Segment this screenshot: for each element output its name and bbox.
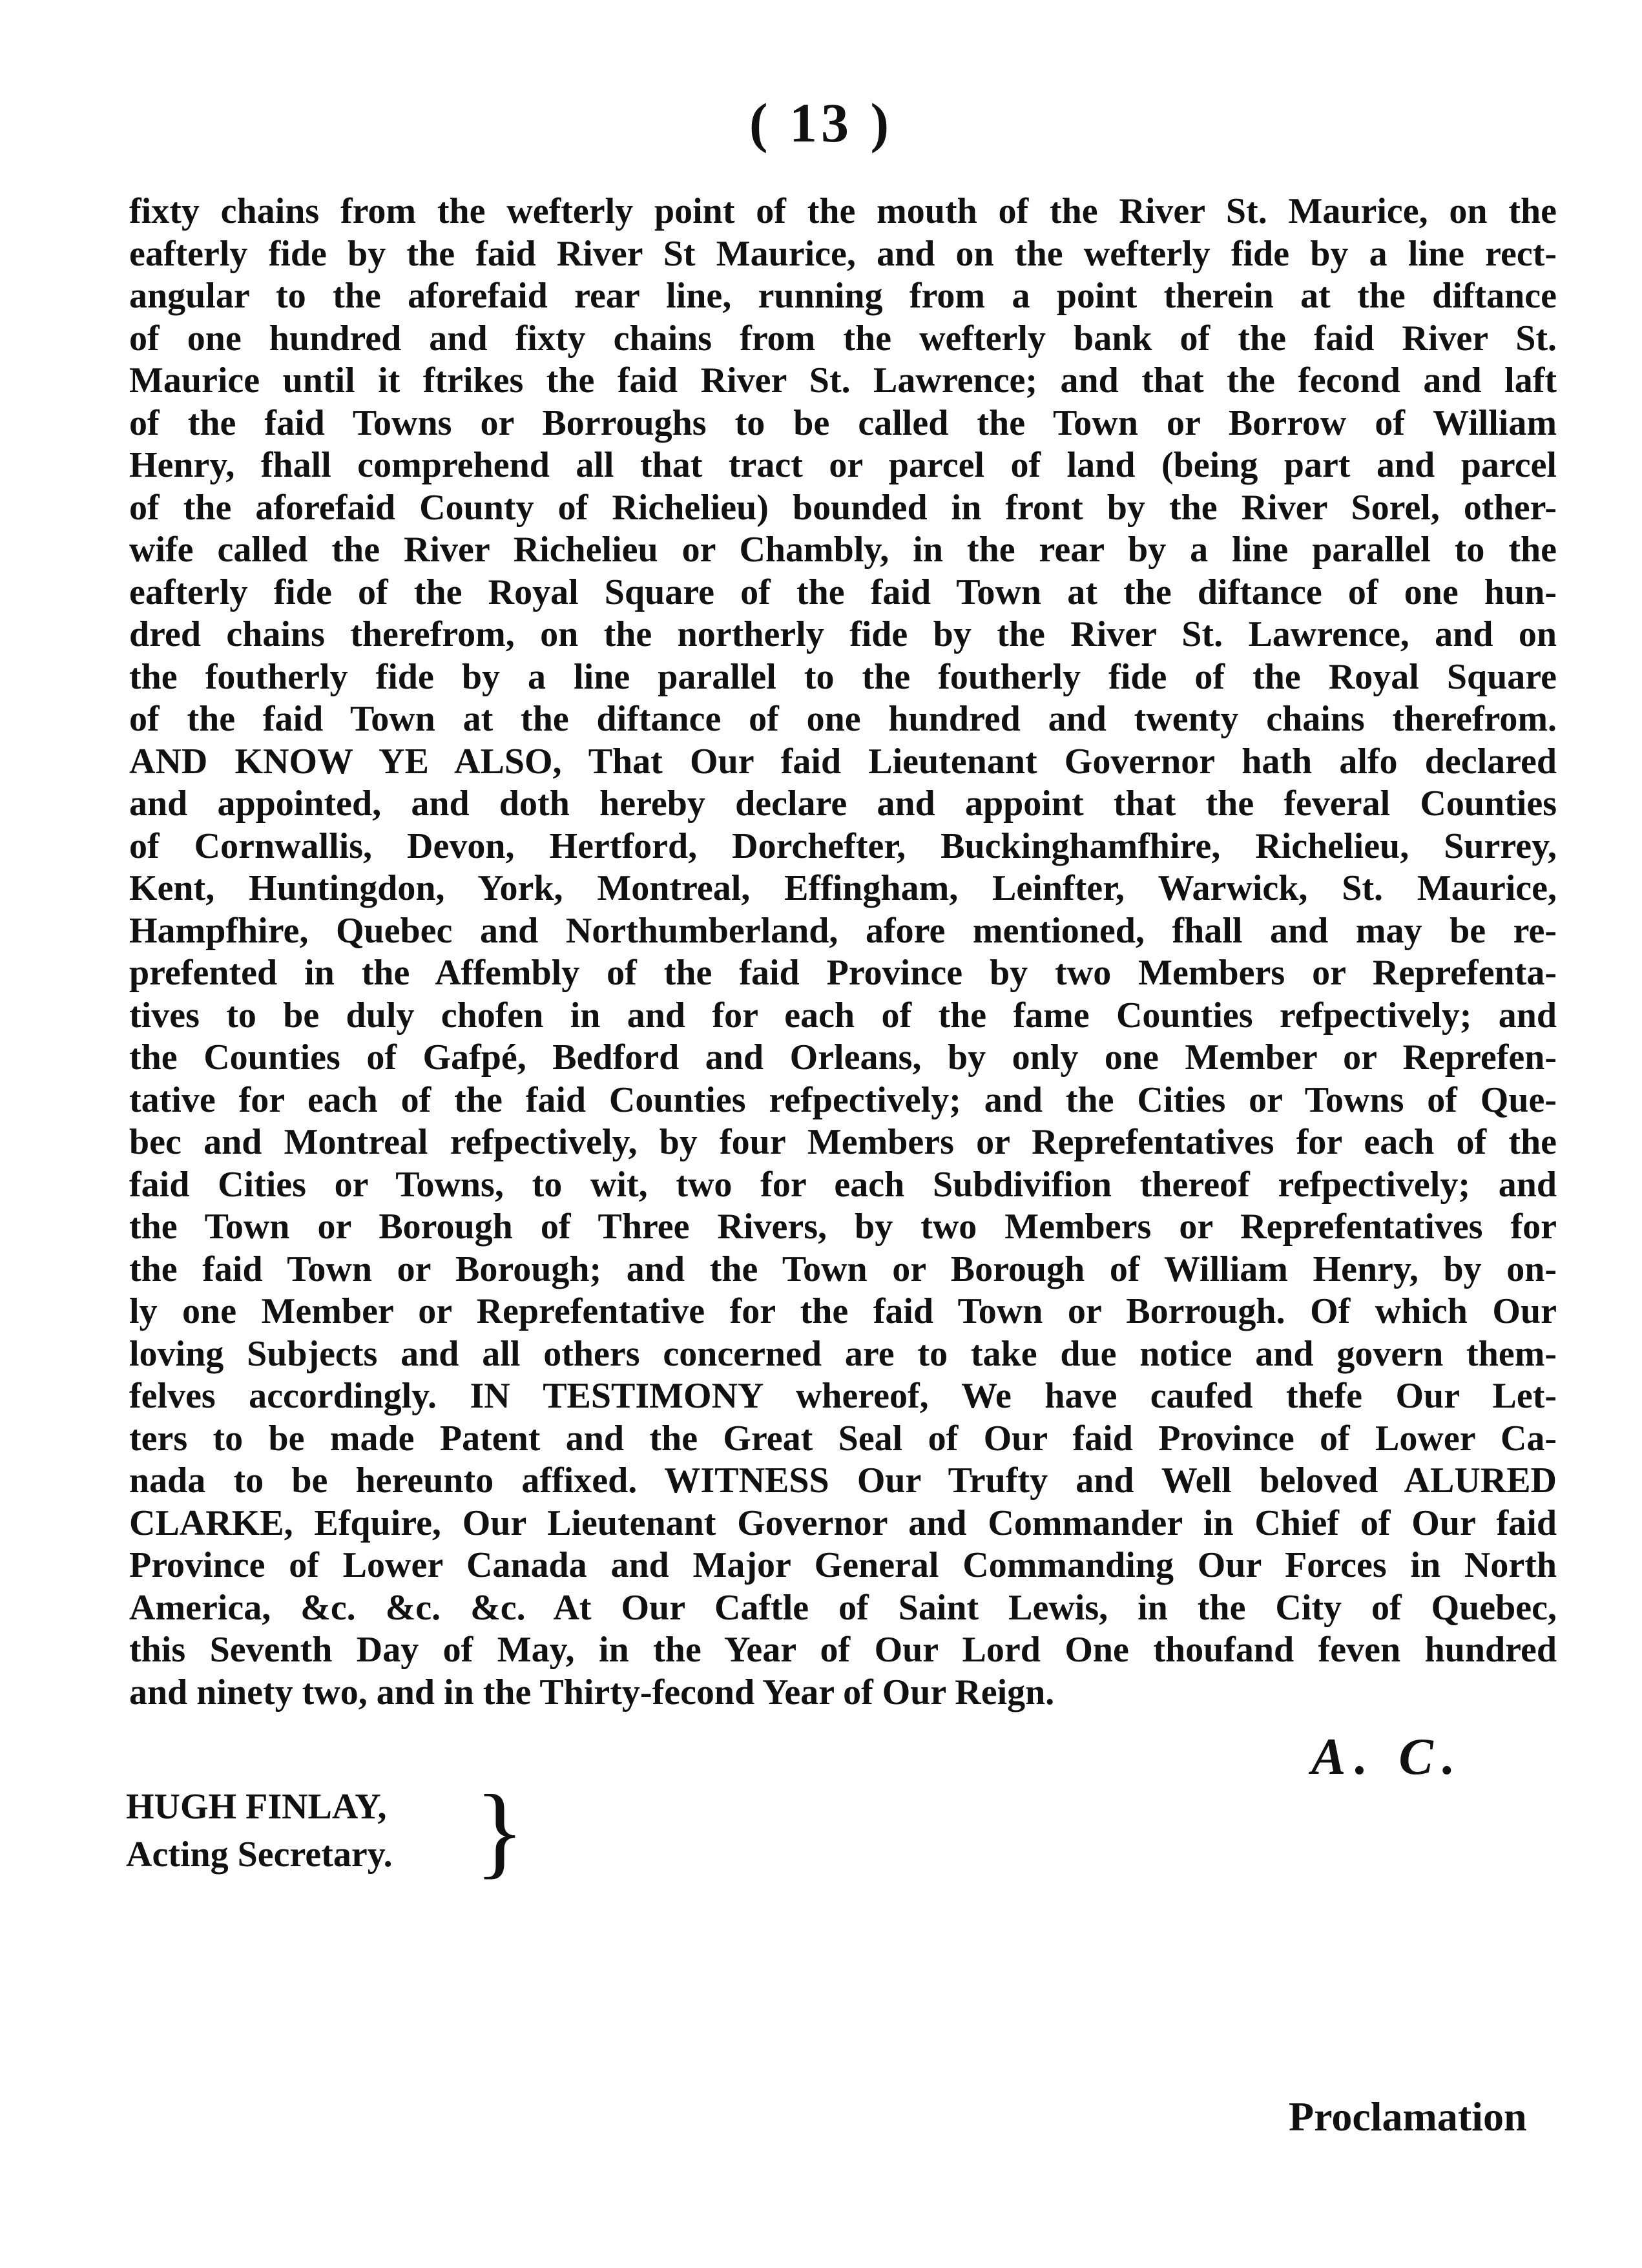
body-line: loving Subjects and all others concerned are to take due notice and govern them- [129,1333,1557,1374]
body-line: CLARKE, Efquire, Our Lieutenant Governor and Commander in Chief of Our faid [129,1503,1557,1543]
body-line: and ninety two, and in the Thirty-fecond Year of Our Reign. [129,1672,1055,1712]
signatory-title: Acting Secretary. [126,1835,393,1875]
body-line: this Seventh Day of May, in the Year of Our Lord One thoufand feven hundred [129,1630,1557,1670]
body-line: tives to be duly chofen in and for each of the fame Counties refpectively; and [129,995,1557,1035]
body-line: Hampfhire, Quebec and Northumberland, afore mentioned, fhall and may be re- [129,910,1557,951]
body-line: fixty chains from the wefterly point of the mouth of the River St. Maurice, on the [129,191,1557,231]
body-line: of the faid Town at the diftance of one hundred and twenty chains therefrom. [129,699,1557,739]
proclamation-body-text [129,191,1557,1714]
initials-signature: A. C. [1311,1729,1464,1785]
body-line: and appointed, and doth hereby declare and appoint that the feveral Counties [129,784,1557,824]
signatory-block [126,1773,525,1888]
body-line: of one hundred and fixty chains from the wefterly bank of the faid River St. [129,318,1557,359]
body-line: the foutherly fide by a line parallel to the foutherly fide of the Royal Square [129,656,1557,697]
body-line: Province of Lower Canada and Major General Commanding Our Forces in North [129,1545,1557,1585]
body-line: ters to be made Patent and the Great Seal of Our faid Province of Lower Ca- [129,1418,1557,1459]
body-line: bec and Montreal refpectively, by four Members or Reprefentatives for each of the [129,1122,1557,1162]
body-line: Kent, Huntingdon, York, Montreal, Effingham, Leinfter, Warwick, St. Maurice, [129,868,1557,908]
body-line: of the faid Towns or Borroughs to be called the Town or Borrow of William [129,402,1557,443]
body-line: wife called the River Richelieu or Chambly, in the rear by a line parallel to the [129,530,1557,570]
body-line: nada to be hereunto affixed. WITNESS Our Trufty and Well beloved ALURED [129,1461,1557,1501]
signatory-name: HUGH FINLAY, [126,1787,387,1827]
body-line: felves accordingly. IN TESTIMONY whereof, We have caufed thefe Our Let- [129,1376,1557,1416]
body-line: Henry, fhall comprehend all that tract or parcel of land (being part and parcel [129,445,1557,485]
body-line: faid Cities or Towns, to wit, two for each Subdivifion thereof refpectively; and [129,1164,1557,1205]
body-line: AND KNOW YE ALSO, That Our faid Lieutenant Governor hath alfo declared [129,741,1557,782]
body-line: tative for each of the faid Counties refpectively; and the Cities or Towns of Que- [129,1079,1557,1120]
body-line: the faid Town or Borough; and the Town or Borough of William Henry, by on- [129,1249,1557,1289]
body-line: dred chains therefrom, on the northerly fide by the River St. Lawrence, and on [129,614,1557,654]
catchword: Proclamation [1289,2094,1527,2139]
body-line: eafterly fide of the Royal Square of the faid Town at the diftance of one hun- [129,572,1557,612]
body-line: prefented in the Affembly of the faid Province by two Members or Reprefenta- [129,953,1557,993]
body-line: of the aforefaid County of Richelieu) bounded in front by the River Sorel, other- [129,487,1557,528]
body-line: the Town or Borough of Three Rivers, by two Members or Reprefentatives for [129,1207,1557,1247]
body-line: Maurice until it ftrikes the faid River St. Lawrence; and that the fecond and laft [129,360,1557,401]
body-line: of Cornwallis, Devon, Hertford, Dorchefter, Buckinghamfhire, Richelieu, Surrey, [129,826,1557,866]
body-line: angular to the aforefaid rear line, running from a point therein at the diftance [129,276,1557,316]
body-line: the Counties of Gafpé, Bedford and Orleans, by only one Member or Reprefen- [129,1037,1557,1077]
body-line: eafterly fide by the faid River St Maurice, and on the wefterly fide by a line rect- [129,233,1557,274]
body-line: ly one Member or Reprefentative for the faid Town or Borrough. Of which Our [129,1291,1557,1331]
body-line: America, &c. &c. &c. At Our Caftle of Saint Lewis, in the City of Quebec, [129,1587,1557,1628]
closing-brace-mark: } [475,1773,525,1888]
page-number: ( 13 ) [749,92,893,154]
